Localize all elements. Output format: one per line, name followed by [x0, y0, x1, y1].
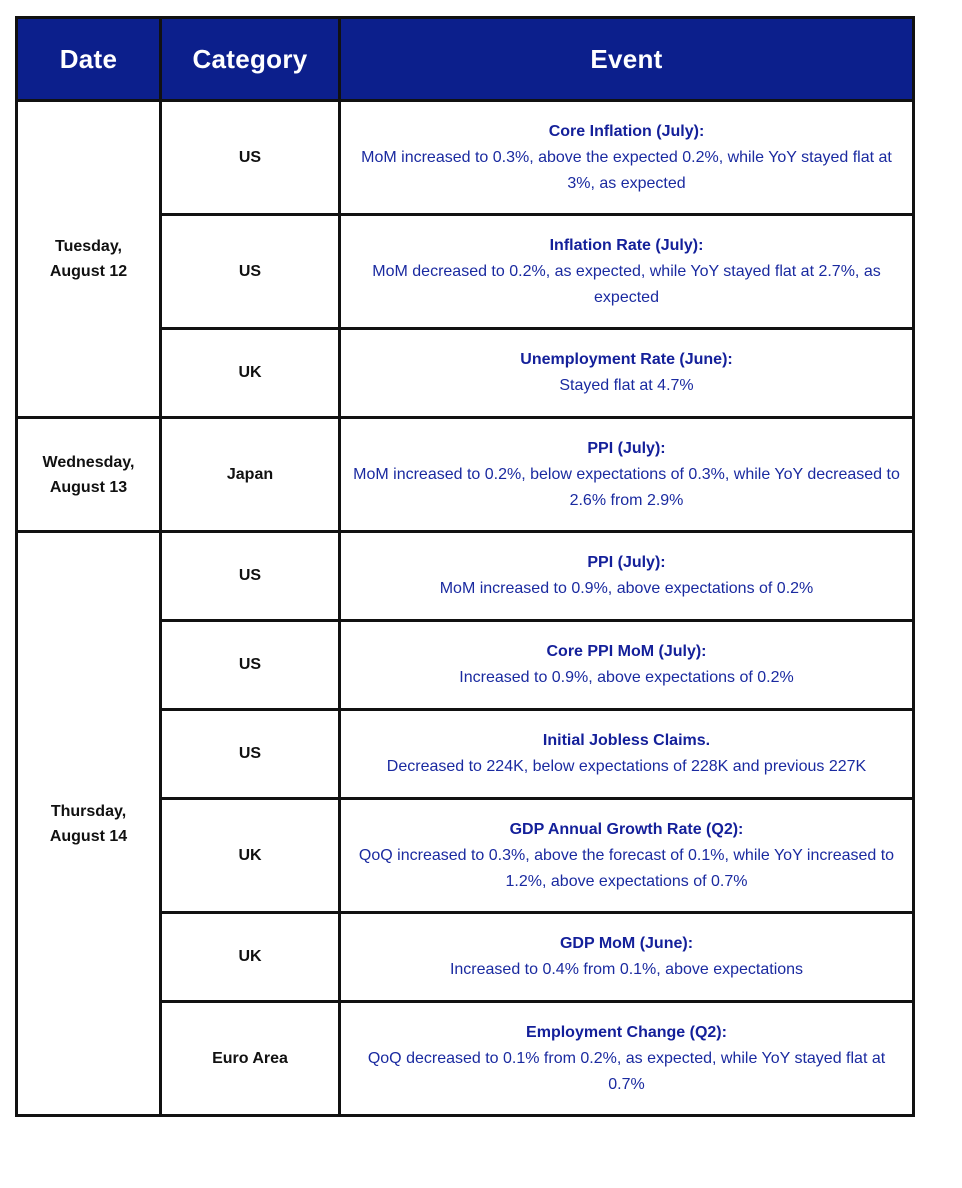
category-cell: US [161, 215, 340, 329]
date-cell-wednesday [17, 418, 161, 532]
category-cell: Japan [161, 418, 340, 532]
event-cell [340, 1002, 914, 1116]
category-cell: Euro Area [161, 1002, 340, 1116]
event-description: Increased to 0.9%, above expectations of 0.2% [459, 669, 794, 686]
event-description: Decreased to 224K, below expectations of 228K and previous 227K [386, 758, 867, 775]
event-cell [340, 799, 914, 913]
category-cell: US [161, 101, 340, 215]
date-cell-thursday [17, 532, 161, 1116]
date-day: August 14 [49, 827, 128, 845]
category-cell: US [161, 532, 340, 621]
category-cell: UK [161, 913, 340, 1002]
table-row [17, 418, 914, 532]
event-description: QoQ increased to 0.3%, above the forecast of 0.1%, while YoY increased to 1.2%, above expectations of 0.7% [358, 846, 895, 890]
date-cell-tuesday [17, 101, 161, 418]
event-description: Increased to 0.4% from 0.1%, above expectations [449, 961, 804, 978]
event-cell [340, 101, 914, 215]
event-cell [340, 418, 914, 532]
table-header-row [17, 18, 914, 101]
event-cell [340, 329, 914, 418]
category-cell: US [161, 710, 340, 799]
event-cell [340, 913, 914, 1002]
event-description: Stayed flat at 4.7% [559, 377, 694, 394]
event-title: GDP MoM (June): [559, 935, 694, 952]
date-day: August 12 [49, 263, 128, 280]
category-cell: US [161, 621, 340, 710]
economic-events-table [15, 16, 915, 1117]
event-cell [340, 710, 914, 799]
event-cell [340, 215, 914, 329]
date-weekday: Wednesday, [42, 453, 135, 471]
event-description: MoM increased to 0.3%, above the expected 0.2%, while YoY stayed flat at 3%, as expected [361, 148, 892, 192]
header-event: Event [340, 18, 914, 101]
category-cell: UK [161, 799, 340, 913]
header-date: Date [17, 18, 161, 101]
event-cell [340, 532, 914, 621]
event-cell [340, 621, 914, 710]
event-title: Unemployment Rate (June): [520, 351, 733, 368]
date-day: August 13 [49, 478, 128, 496]
event-title: Core Inflation (July): [548, 122, 705, 140]
date-weekday: Tuesday, [55, 238, 122, 255]
event-title: GDP Annual Growth Rate (Q2): [509, 820, 744, 838]
event-description: MoM increased to 0.2%, below expectations of 0.3%, while YoY decreased to 2.6% from 2.9% [353, 465, 900, 509]
event-description: MoM decreased to 0.2%, as expected, while YoY stayed flat at 2.7%, as expected [372, 262, 881, 306]
event-title: PPI (July): [587, 439, 666, 457]
table-row [17, 101, 914, 215]
category-cell: UK [161, 329, 340, 418]
event-title: Employment Change (Q2): [526, 1023, 727, 1041]
event-description: QoQ decreased to 0.1% from 0.2%, as expected, while YoY stayed flat at 0.7% [367, 1049, 886, 1093]
date-weekday: Thursday, [50, 802, 127, 820]
event-title: Initial Jobless Claims. [542, 732, 711, 749]
table-row [17, 532, 914, 621]
event-title: Core PPI MoM (July): [546, 643, 707, 660]
event-description: MoM increased to 0.9%, above expectations of 0.2% [439, 580, 814, 597]
event-title: PPI (July): [587, 554, 666, 571]
header-category: Category [161, 18, 340, 101]
event-title: Inflation Rate (July): [549, 236, 704, 254]
